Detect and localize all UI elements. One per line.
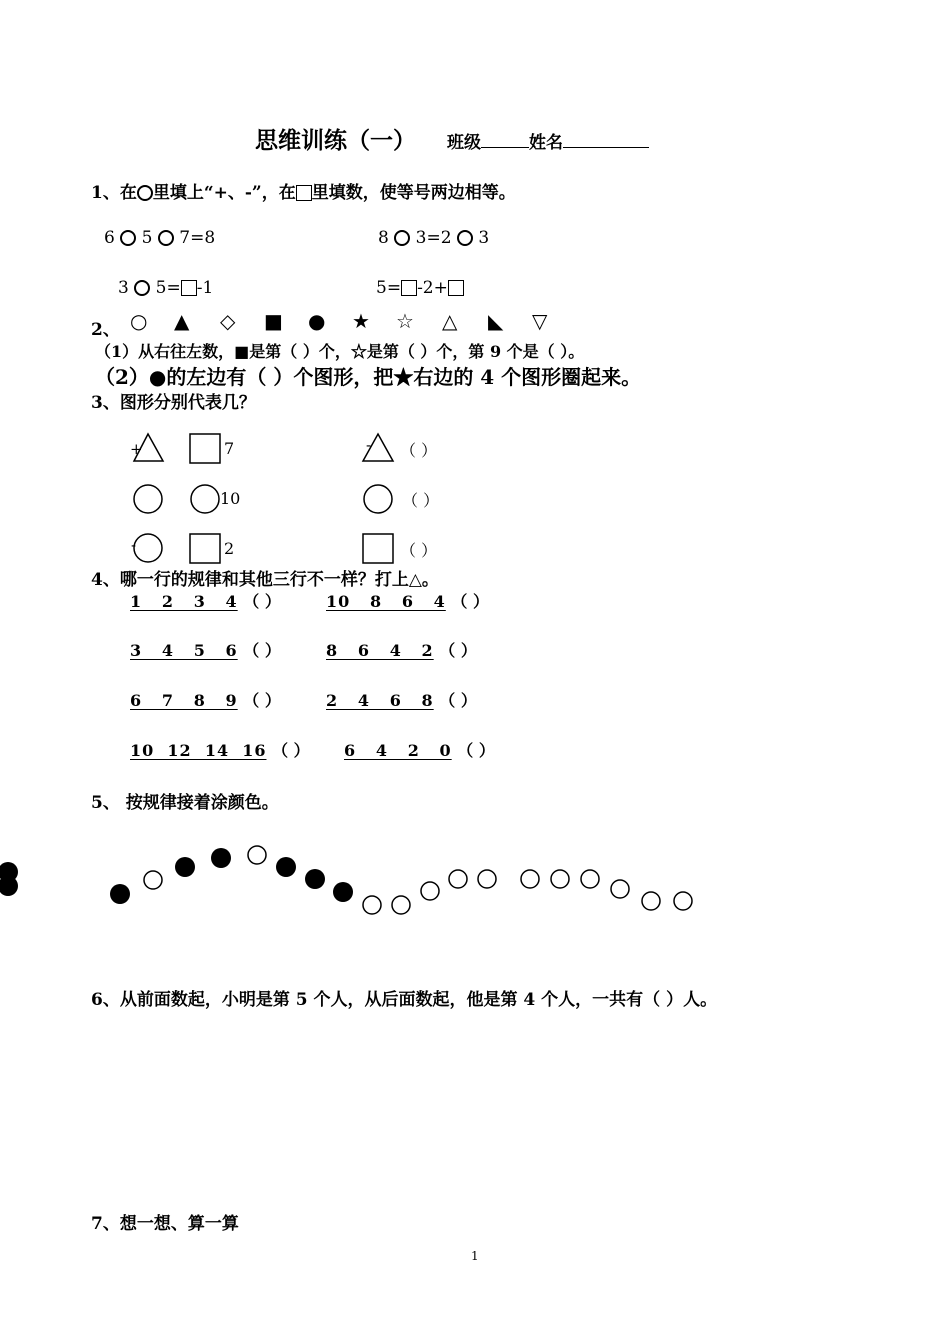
q1-equation-4: 5= -2+ bbox=[376, 278, 464, 298]
star-outline-icon: ☆ bbox=[396, 309, 414, 333]
q2-sub1: （1）从右往左数，■是第（ ）个，☆是第（ ）个，第 9 个是（ ）。 bbox=[95, 342, 585, 361]
answer-paren[interactable]: （ ） bbox=[439, 641, 477, 660]
answer-paren[interactable]: （ ） bbox=[451, 592, 489, 611]
empty-dot[interactable] bbox=[674, 892, 692, 910]
q4-row: 1 2 3 4 （ ） bbox=[130, 592, 281, 611]
q4-row: 10 8 6 4 （ ） bbox=[326, 592, 489, 611]
q3-row1-value: 7 bbox=[224, 439, 235, 458]
q4-row: 10 12 14 16 （ ） bbox=[130, 741, 310, 760]
q3-row2-value: 10 bbox=[220, 489, 241, 508]
q4-row: 3 4 5 6 （ ） bbox=[130, 641, 281, 660]
answer-paren[interactable]: （ ） bbox=[243, 641, 281, 660]
q4-row: 2 4 6 8 （ ） bbox=[326, 691, 477, 710]
square-filled-icon: ■ bbox=[264, 309, 283, 333]
empty-dot[interactable] bbox=[392, 896, 410, 914]
empty-dot[interactable] bbox=[449, 870, 467, 888]
circle-outline-icon: ○ bbox=[130, 309, 148, 333]
minus-sign: - bbox=[131, 536, 137, 554]
right-triangle-icon: ◣ bbox=[488, 309, 504, 333]
q1-equation-3: 3 5= -1 bbox=[118, 278, 214, 298]
empty-dot[interactable] bbox=[551, 870, 569, 888]
q1-title: 1、在 里填上“+、-”，在 里填数，使等号两边相等。 bbox=[91, 183, 516, 203]
down-triangle-icon: ▽ bbox=[532, 309, 548, 333]
q4-row: 6 4 2 0 （ ） bbox=[344, 741, 495, 760]
q4-row: 6 7 8 9 （ ） bbox=[130, 691, 281, 710]
empty-dot[interactable] bbox=[478, 870, 496, 888]
q4-row: 8 6 4 2 （ ） bbox=[326, 641, 477, 660]
filled-dot bbox=[175, 857, 195, 877]
q7-text: 7、想一想、算一算 bbox=[91, 1214, 239, 1234]
circle-icon bbox=[191, 485, 219, 513]
circle-icon bbox=[134, 534, 162, 562]
class-label: 班级 bbox=[447, 133, 481, 153]
plus-sign: + bbox=[130, 440, 143, 458]
q1-equation-1: 6 5 7=8 bbox=[104, 228, 216, 248]
name-label: 姓名 bbox=[529, 133, 563, 153]
minus-sign: - bbox=[366, 436, 372, 454]
q3-row3-answer[interactable]: （ ） bbox=[400, 541, 438, 560]
empty-dot[interactable] bbox=[642, 892, 660, 910]
filled-dot bbox=[211, 848, 231, 868]
q5-dot-pattern bbox=[0, 830, 950, 930]
filled-dot bbox=[276, 857, 296, 877]
q4-title: 4、哪一行的规律和其他三行不一样？打上△。 bbox=[91, 570, 439, 590]
diamond-outline-icon: ◇ bbox=[220, 309, 236, 333]
q2-sub2: （2）●的左边有（ ）个图形，把★右边的 4 个图形圈起来。 bbox=[95, 365, 642, 389]
answer-paren[interactable]: （ ） bbox=[439, 691, 477, 710]
q3-row3-value: 2 bbox=[224, 539, 235, 558]
empty-dot[interactable] bbox=[611, 880, 629, 898]
answer-paren[interactable]: （ ） bbox=[243, 691, 281, 710]
square-icon bbox=[363, 534, 393, 563]
empty-dot[interactable] bbox=[363, 896, 381, 914]
circle-filled-icon: ● bbox=[308, 309, 326, 333]
q1-equation-2: 8 3=2 3 bbox=[378, 228, 490, 248]
q6-text: 6、从前面数起，小明是第 5 个人，从后面数起，他是第 4 个人，一共有（ ）人。 bbox=[91, 990, 718, 1010]
square-icon bbox=[190, 434, 220, 463]
empty-dot[interactable] bbox=[521, 870, 539, 888]
empty-dot[interactable] bbox=[421, 882, 439, 900]
filled-dot bbox=[110, 884, 130, 904]
page-number: 1 bbox=[471, 1249, 479, 1263]
triangle-filled-icon: ▲ bbox=[174, 309, 190, 333]
filled-dot bbox=[305, 869, 325, 889]
q3-row2-answer[interactable]: （ ） bbox=[402, 491, 440, 510]
answer-paren[interactable]: （ ） bbox=[243, 592, 281, 611]
star-filled-icon: ★ bbox=[352, 309, 370, 333]
answer-paren[interactable]: （ ） bbox=[272, 741, 310, 760]
empty-dot[interactable] bbox=[248, 846, 266, 864]
q2-number: 2、 bbox=[91, 320, 120, 340]
filled-dot bbox=[333, 882, 353, 902]
answer-paren[interactable]: （ ） bbox=[457, 741, 495, 760]
q3-shapes bbox=[0, 0, 950, 600]
page-title: 思维训练（一） bbox=[255, 127, 416, 154]
circle-icon bbox=[134, 485, 162, 513]
q3-title: 3、图形分别代表几？ bbox=[91, 393, 256, 413]
empty-dot[interactable] bbox=[581, 870, 599, 888]
square-icon bbox=[190, 534, 220, 563]
circle-icon bbox=[364, 485, 392, 513]
empty-dot[interactable] bbox=[144, 871, 162, 889]
q5-title: 5、 按规律接着涂颜色。 bbox=[91, 793, 279, 813]
triangle-outline-icon: △ bbox=[442, 309, 458, 333]
q3-row1-answer[interactable]: （ ） bbox=[400, 441, 438, 460]
